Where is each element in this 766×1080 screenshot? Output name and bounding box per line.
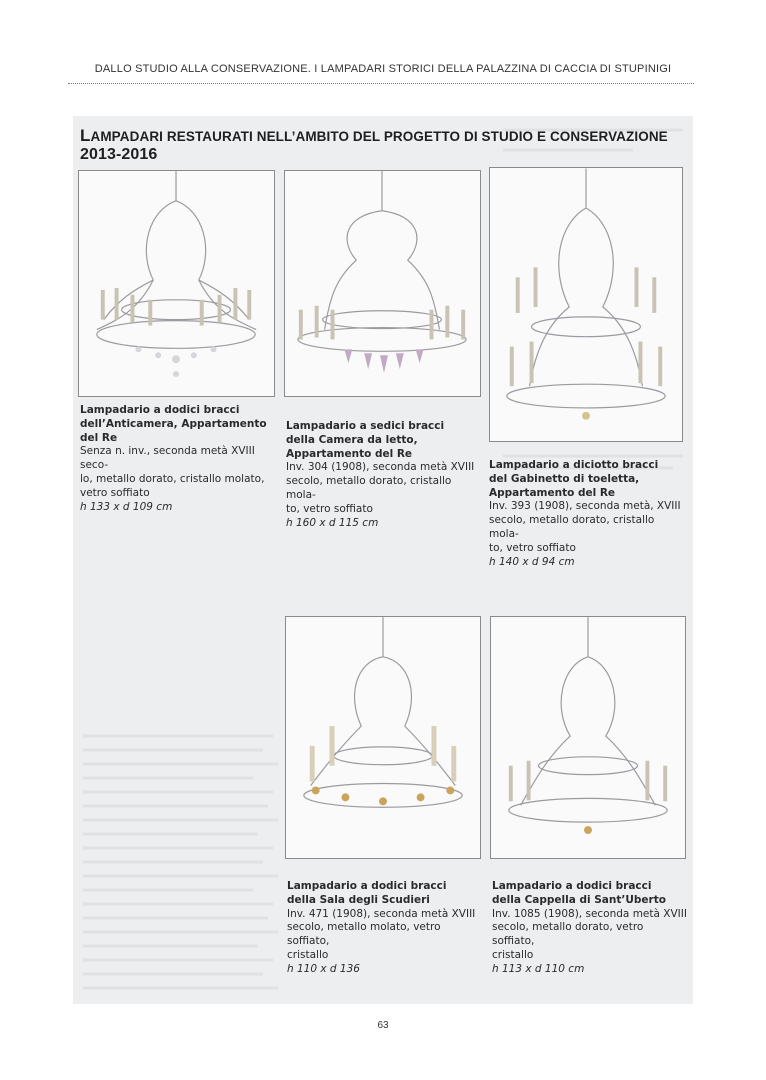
chandelier-photo-camera-da-letto	[284, 170, 481, 397]
caption-sala-scudieri	[287, 880, 483, 977]
chandelier-photo-gabinetto	[489, 167, 683, 442]
chandelier-illustration	[285, 171, 480, 396]
header-dotted-rule	[68, 83, 694, 84]
caption-gabinetto	[489, 459, 685, 569]
caption-title: Lampadario a dodici bracci dell’Anticamera, Appartamento del Re	[80, 404, 267, 444]
section-title-text: AMPADARI RESTAURATI NELL’AMBITO DEL PROGETTO DI STUDIO E CONSERVAZIONE	[90, 129, 668, 144]
caption-anticamera	[80, 404, 276, 514]
chandelier-photo-cappella	[490, 616, 686, 859]
caption-dimensions: h 140 x d 94 cm	[489, 555, 575, 568]
caption-details: Inv. 304 (1908), seconda metà XVIII secolo, metallo dorato, cristallo mola- to, vetro soffiato	[286, 461, 475, 515]
caption-details: Inv. 1085 (1908), seconda metà XVIII secolo, metallo dorato, vetro soffiato, cristallo	[492, 907, 687, 961]
running-title: DALLO STUDIO ALLA CONSERVAZIONE. I LAMPADARI STORICI DELLA PALAZZINA DI CACCIA DI STUPINIGI	[94, 63, 672, 75]
chandelier-illustration	[490, 168, 682, 441]
section-title	[80, 126, 680, 164]
caption-title: Lampadario a dodici bracci della Sala degli Scudieri	[287, 880, 447, 906]
section-title-initial: L	[80, 126, 91, 145]
caption-cappella	[492, 880, 688, 977]
caption-details: Inv. 471 (1908), seconda metà XVIII secolo, metallo molato, vetro soffiato, cristallo	[287, 907, 476, 961]
caption-dimensions: h 160 x d 115 cm	[286, 516, 379, 529]
chandelier-illustration	[79, 171, 274, 396]
caption-title: Lampadario a diciotto bracci del Gabinetto di toeletta, Appartamento del Re	[489, 459, 659, 499]
caption-title: Lampadario a dodici bracci della Cappella di Sant’Uberto	[492, 880, 666, 906]
caption-details: Inv. 393 (1908), seconda metà, XVIII secolo, metallo dorato, cristallo mola- to, vetro soffiato	[489, 500, 681, 554]
section-title-years: 2013-2016	[80, 146, 158, 163]
chandelier-photo-sala-scudieri	[285, 616, 481, 859]
chandelier-photo-anticamera	[78, 170, 275, 397]
chandelier-illustration	[491, 617, 685, 858]
chandelier-illustration	[286, 617, 480, 858]
page-number: 63	[377, 1020, 389, 1031]
caption-details: Senza n. inv., seconda metà XVIII seco- lo, metallo dorato, cristallo molato, vetro soffiato	[80, 445, 265, 499]
caption-dimensions: h 110 x d 136	[287, 962, 360, 975]
caption-dimensions: h 113 x d 110 cm	[492, 962, 585, 975]
caption-dimensions: h 133 x d 109 cm	[80, 500, 173, 513]
caption-camera-da-letto	[286, 420, 482, 530]
caption-title: Lampadario a sedici bracci della Camera da letto, Appartamento del Re	[286, 420, 445, 460]
